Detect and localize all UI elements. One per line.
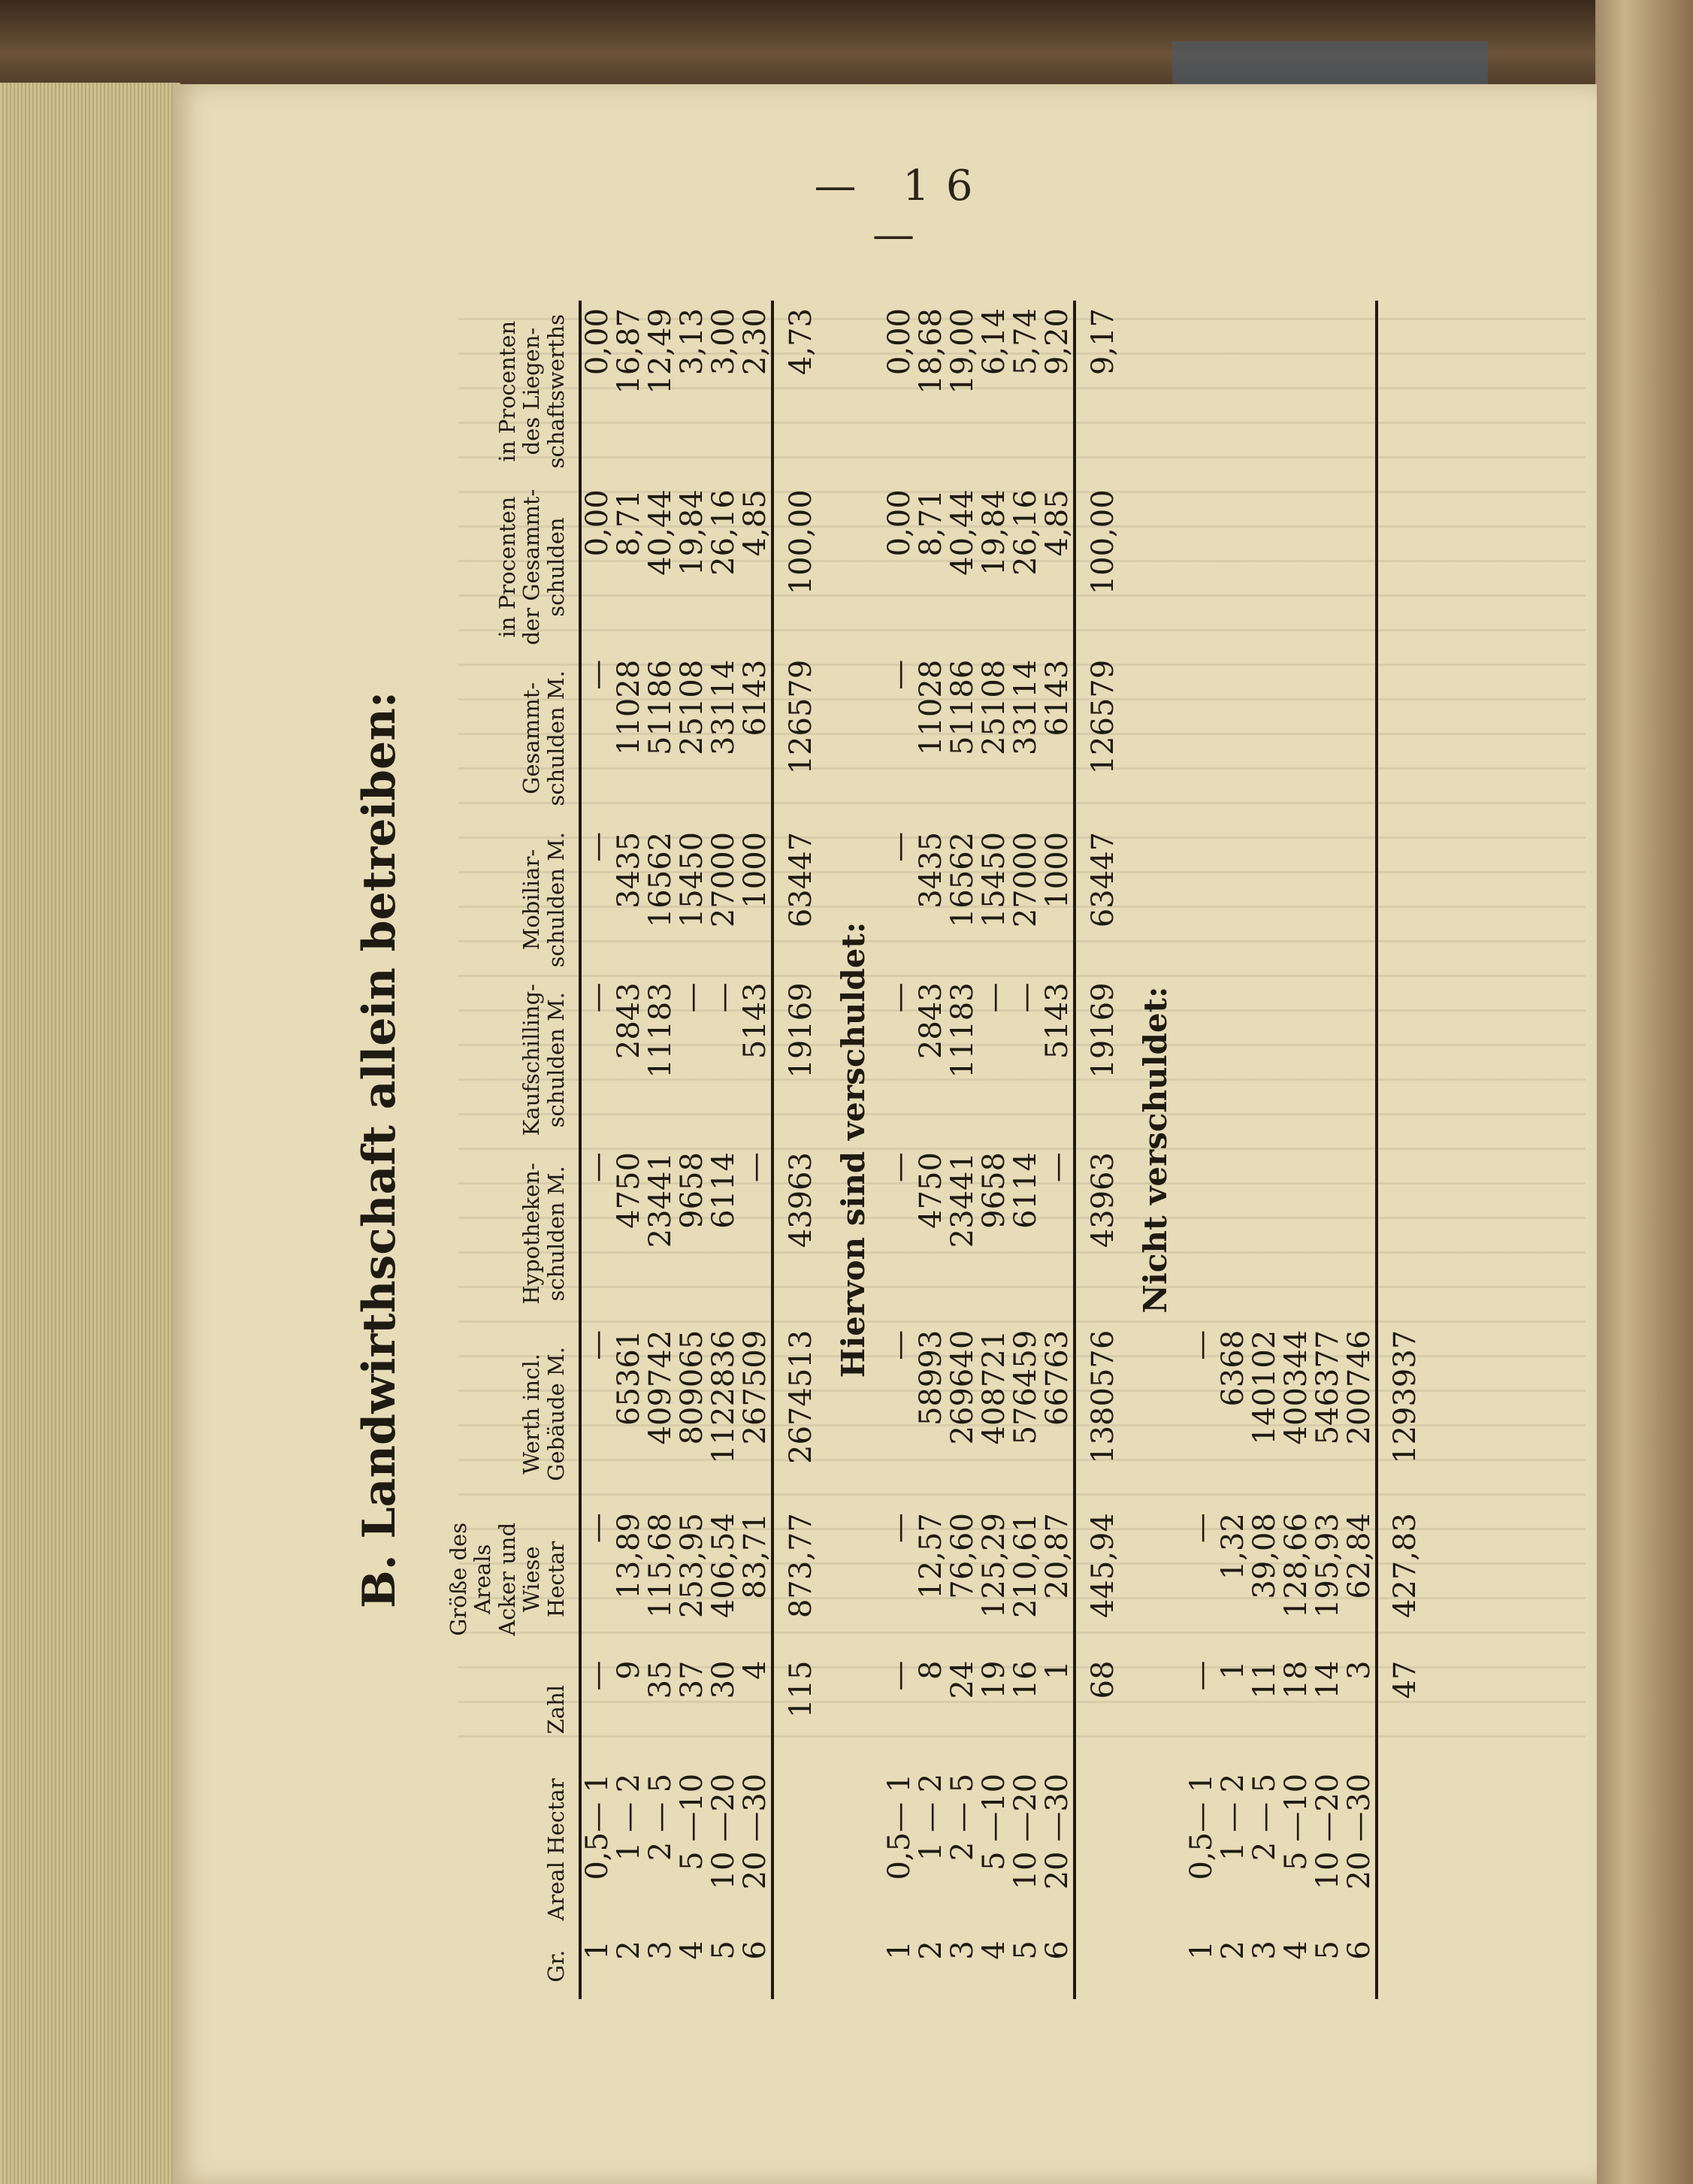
- cell: 4: [977, 1940, 1012, 1960]
- table-row: [884, 301, 915, 1999]
- cell: 427,83: [1388, 1513, 1423, 1619]
- total-row: [1378, 301, 1428, 1999]
- cell: 16562: [945, 831, 981, 928]
- column-header: Mobiliar-schulden M.: [518, 831, 569, 968]
- column-header: Hypotheken-schulden M.: [518, 1163, 569, 1305]
- cell: 13,89: [612, 1513, 647, 1599]
- cell: [1217, 301, 1249, 482]
- cell: 1: [1216, 1660, 1251, 1680]
- cell: 1 — 2: [914, 1773, 949, 1862]
- cell: 6368: [1216, 1329, 1251, 1407]
- cell: [774, 1933, 824, 1999]
- table-row: [1041, 301, 1075, 1999]
- cell: 4750: [914, 1152, 949, 1229]
- cell: 25108: [977, 659, 1012, 755]
- cell: [1378, 824, 1428, 975]
- cell: 51186: [643, 659, 679, 755]
- cell: 37: [675, 1660, 710, 1699]
- cell: [1280, 301, 1312, 482]
- cell: 19,84: [675, 489, 710, 576]
- cell: [1249, 652, 1280, 824]
- cell: [1378, 301, 1428, 482]
- cell: 1000: [1040, 831, 1075, 909]
- cell: 9658: [977, 1152, 1012, 1229]
- cell: 269640: [945, 1329, 981, 1445]
- cell: 9: [612, 1660, 647, 1680]
- cell: 140102: [1247, 1329, 1283, 1445]
- cell: —: [580, 659, 615, 690]
- cell: 4,85: [1040, 489, 1075, 557]
- cell: 6,14: [977, 308, 1012, 376]
- table-row: [676, 301, 708, 1999]
- cell: —: [1184, 1660, 1220, 1691]
- cell: [1378, 975, 1428, 1145]
- cell: 62,84: [1342, 1513, 1377, 1599]
- cover-band: [1172, 41, 1488, 86]
- cell: —: [580, 1152, 615, 1183]
- cell: 4: [675, 1940, 710, 1960]
- cell: 3435: [914, 831, 949, 909]
- cell: 0,5— 1: [580, 1773, 615, 1880]
- table-row: [1249, 301, 1280, 1999]
- cell: —: [977, 982, 1012, 1013]
- cell: 4: [1279, 1940, 1314, 1960]
- table-row: [915, 301, 947, 1999]
- column-header: Kaufschilling-schulden M.: [518, 984, 569, 1136]
- table-row: [613, 301, 645, 1999]
- cell: —: [580, 831, 615, 862]
- cell: [1217, 1145, 1249, 1323]
- cell: 24: [945, 1660, 981, 1699]
- cell: [1186, 652, 1217, 824]
- cell: [1312, 824, 1344, 975]
- cell: 0,00: [580, 308, 615, 376]
- column-header: in Procenten der Gesammt-schulden: [494, 489, 569, 646]
- column-header: Gr.: [543, 1950, 569, 1983]
- cell: —: [882, 1329, 918, 1360]
- cell: 5 —10: [977, 1773, 1012, 1871]
- cell: [1312, 1145, 1344, 1323]
- cell: [1344, 301, 1377, 482]
- cell: —: [580, 1513, 615, 1544]
- cell: —: [1184, 1329, 1220, 1360]
- table-row: [978, 301, 1010, 1999]
- column-header: Areal Hectar: [543, 1778, 569, 1921]
- cell: 3,13: [675, 308, 710, 376]
- cell: 3: [945, 1940, 981, 1960]
- cell: 267509: [738, 1329, 773, 1445]
- cell: 58993: [914, 1329, 949, 1426]
- cell: 15450: [977, 831, 1012, 928]
- cell: 20 —30: [738, 1773, 773, 1890]
- page-number: — 16 —: [814, 162, 990, 259]
- cell: 4: [738, 1660, 773, 1680]
- cell: 33114: [706, 659, 742, 755]
- cell: 200746: [1342, 1329, 1377, 1445]
- cell: 195,93: [1311, 1513, 1346, 1619]
- cell: 1: [1184, 1940, 1220, 1960]
- cell: —: [580, 1660, 615, 1691]
- cell: 3: [1247, 1940, 1283, 1960]
- cell: 100,00: [784, 489, 819, 595]
- cell: 9658: [675, 1152, 710, 1229]
- table-row: [739, 301, 772, 1999]
- cell: 6143: [738, 659, 773, 737]
- cell: —: [706, 982, 742, 1013]
- table-row: [1186, 301, 1217, 1999]
- cell: 2674513: [784, 1329, 819, 1464]
- cell: 15450: [675, 831, 710, 928]
- cell: —: [1040, 1152, 1075, 1183]
- cell: 409742: [643, 1329, 679, 1445]
- cell: 1293937: [1388, 1329, 1423, 1464]
- cell: 128,66: [1279, 1513, 1314, 1619]
- cell: [1378, 1766, 1428, 1933]
- cell: 0,5— 1: [882, 1773, 918, 1880]
- cell: [1249, 1145, 1280, 1323]
- cell: 16: [1008, 1660, 1044, 1699]
- cell: 5143: [1040, 982, 1075, 1060]
- cell: —: [882, 982, 918, 1013]
- cell: 5: [1008, 1940, 1044, 1960]
- cell: 445,94: [1086, 1513, 1121, 1619]
- cell: 1122836: [706, 1329, 742, 1464]
- table-body: [580, 301, 1428, 1999]
- cell: [1280, 824, 1312, 975]
- cell: 11: [1247, 1660, 1283, 1699]
- cell: 2: [612, 1940, 647, 1960]
- cell: 19,00: [945, 308, 981, 395]
- cell: 26,16: [1008, 489, 1044, 576]
- cell: 0,00: [882, 308, 918, 376]
- cell: [1280, 482, 1312, 652]
- cell: 1: [882, 1940, 918, 1960]
- cell: 19,84: [977, 489, 1012, 576]
- cell: 408721: [977, 1329, 1012, 1445]
- cell: [1378, 652, 1428, 824]
- cell: 5: [706, 1940, 742, 1960]
- cell: [1186, 301, 1217, 482]
- cell: 39,08: [1247, 1513, 1283, 1599]
- cell: 19: [977, 1660, 1012, 1699]
- cell: 2843: [914, 982, 949, 1060]
- cell: [1076, 1766, 1126, 1933]
- cell: [1217, 482, 1249, 652]
- cell: 11028: [612, 659, 647, 755]
- cell: 9,17: [1086, 308, 1121, 376]
- cell: 11183: [945, 982, 981, 1078]
- cell: 12,49: [643, 308, 679, 395]
- cell: 5 —10: [1279, 1773, 1314, 1871]
- cell: 16,87: [612, 308, 647, 395]
- cell: 2,30: [738, 308, 773, 376]
- cell: 3: [643, 1940, 679, 1960]
- cell: [1344, 824, 1377, 975]
- cell: 30: [706, 1660, 742, 1699]
- cell: 8,71: [612, 489, 647, 557]
- cell: —: [1184, 1513, 1220, 1544]
- cell: 23441: [643, 1152, 679, 1248]
- cell: 18: [1279, 1660, 1314, 1699]
- cell: 47: [1388, 1660, 1423, 1699]
- cell: 253,95: [675, 1513, 710, 1619]
- section-title: B. Landwirthschaft allein betreiben:: [353, 691, 406, 1609]
- cell: 5,74: [1008, 308, 1044, 376]
- total-row: [1076, 301, 1126, 1999]
- cell: 33114: [1008, 659, 1044, 755]
- cell: —: [882, 1660, 918, 1691]
- cell: 6143: [1040, 659, 1075, 737]
- cell: [1280, 652, 1312, 824]
- cell: —: [738, 1152, 773, 1183]
- cell: [1280, 975, 1312, 1145]
- cell: 1000: [738, 831, 773, 909]
- cell: 25108: [675, 659, 710, 755]
- book-cover-top: [0, 0, 1693, 90]
- cell: 546377: [1311, 1329, 1346, 1445]
- cell: [1312, 482, 1344, 652]
- column-header: Gesammt-schulden M.: [518, 670, 569, 806]
- cell: [1217, 652, 1249, 824]
- table-row: [1280, 301, 1312, 1999]
- cell: [1378, 1145, 1428, 1323]
- cell: 14: [1311, 1660, 1346, 1699]
- cell: 35: [643, 1660, 679, 1699]
- cell: [1378, 1933, 1428, 1999]
- cell: 65361: [612, 1329, 647, 1426]
- cell: 2843: [612, 982, 647, 1060]
- cell: 1 — 2: [1216, 1773, 1251, 1862]
- cell: —: [882, 659, 918, 690]
- page-edges: [0, 83, 180, 2184]
- cell: [1217, 824, 1249, 975]
- cell: 125,29: [977, 1513, 1012, 1619]
- cell: 126579: [784, 659, 819, 775]
- cell: 12,57: [914, 1513, 949, 1599]
- cell: 2 — 5: [643, 1773, 679, 1862]
- cell: 11028: [914, 659, 949, 755]
- cell: 63447: [1086, 831, 1121, 928]
- cell: 8: [914, 1660, 949, 1680]
- total-row: [774, 301, 824, 1999]
- cell: 5: [1311, 1940, 1346, 1960]
- cell: 1,32: [1216, 1513, 1251, 1581]
- cell: 9,20: [1040, 308, 1075, 376]
- cell: 68: [1086, 1660, 1121, 1699]
- cell: 10 —20: [1311, 1773, 1346, 1890]
- cell: —: [675, 982, 710, 1013]
- cell: [1186, 482, 1217, 652]
- table-row: [947, 301, 978, 1999]
- cell: 16562: [643, 831, 679, 928]
- cell: —: [1008, 982, 1044, 1013]
- table-row: [1344, 301, 1377, 1999]
- data-table: [443, 301, 1428, 1999]
- cell: 2: [914, 1940, 949, 1960]
- cell: [774, 1766, 824, 1933]
- cell: 400344: [1279, 1329, 1314, 1445]
- cell: 0,00: [882, 489, 918, 557]
- table-row: [1217, 301, 1249, 1999]
- cell: 19169: [1086, 982, 1121, 1078]
- cell: 19169: [784, 982, 819, 1078]
- cell: 51186: [945, 659, 981, 755]
- cell: 6: [738, 1940, 773, 1960]
- cell: [1312, 975, 1344, 1145]
- cell: 23441: [945, 1152, 981, 1248]
- cell: [1186, 824, 1217, 975]
- cell: 6: [1342, 1940, 1377, 1960]
- cell: [1344, 975, 1377, 1145]
- cell: 1: [1040, 1660, 1075, 1680]
- cell: 27000: [1008, 831, 1044, 928]
- cell: 1: [580, 1940, 615, 1960]
- cell: —: [882, 1513, 918, 1544]
- column-header: Zahl: [543, 1684, 569, 1735]
- group-title: Nicht verschuldet:: [1137, 986, 1175, 1314]
- cell: 20 —30: [1342, 1773, 1377, 1890]
- group-title: Hiervon sind verschuldet:: [835, 921, 872, 1378]
- cell: 43963: [1086, 1152, 1121, 1248]
- cell: 2 — 5: [945, 1773, 981, 1862]
- cell: 115,68: [643, 1513, 679, 1619]
- cell: 6114: [706, 1152, 742, 1229]
- cell: 40,44: [643, 489, 679, 576]
- cell: 1380576: [1086, 1329, 1121, 1464]
- table-row: [1312, 301, 1344, 1999]
- cell: [1249, 301, 1280, 482]
- rotated-table-block: [353, 271, 1423, 2029]
- cell: [1217, 975, 1249, 1145]
- cell: 873,77: [784, 1513, 819, 1619]
- cell: 4750: [612, 1152, 647, 1229]
- cell: 210,61: [1008, 1513, 1044, 1619]
- cell: 3: [1342, 1660, 1377, 1680]
- cell: —: [580, 982, 615, 1013]
- cell: 5 —10: [675, 1773, 710, 1871]
- cell: 0,5— 1: [1184, 1773, 1220, 1880]
- cell: 8,71: [914, 489, 949, 557]
- cell: 406,54: [706, 1513, 742, 1619]
- cell: [1344, 482, 1377, 652]
- cell: [1344, 652, 1377, 824]
- cell: 1 — 2: [612, 1773, 647, 1862]
- cell: 4,85: [738, 489, 773, 557]
- header-row: [443, 301, 580, 1999]
- cell: 43963: [784, 1152, 819, 1248]
- cell: [1249, 824, 1280, 975]
- cell: 76,60: [945, 1513, 981, 1599]
- cell: 3,00: [706, 308, 742, 376]
- cell: 576459: [1008, 1329, 1044, 1445]
- cell: 3435: [612, 831, 647, 909]
- cell: 2 — 5: [1247, 1773, 1283, 1862]
- cell: 6: [1040, 1940, 1075, 1960]
- cell: 126579: [1086, 659, 1121, 775]
- table-row: [645, 301, 676, 1999]
- cell: [1249, 482, 1280, 652]
- table-row: [708, 301, 739, 1999]
- column-header: Werth incl. Gebäude M.: [518, 1347, 569, 1481]
- cell: 2: [1216, 1940, 1251, 1960]
- cell: 20,87: [1040, 1513, 1075, 1599]
- cell: [1186, 975, 1217, 1145]
- cell: 40,44: [945, 489, 981, 576]
- cell: 18,68: [914, 308, 949, 395]
- cell: [1186, 1145, 1217, 1323]
- cell: [1344, 1145, 1377, 1323]
- cell: 5143: [738, 982, 773, 1060]
- cell: [1280, 1145, 1312, 1323]
- table-row: [1010, 301, 1041, 1999]
- cell: [1312, 301, 1344, 482]
- cell: 27000: [706, 831, 742, 928]
- cell: 26,16: [706, 489, 742, 576]
- cell: 100,00: [1086, 489, 1121, 595]
- cell: [1249, 975, 1280, 1145]
- cell: 20 —30: [1040, 1773, 1075, 1890]
- cell: [1312, 652, 1344, 824]
- table-row: [582, 301, 613, 1999]
- cell: 11183: [643, 982, 679, 1078]
- cell: 63447: [784, 831, 819, 928]
- cell: [1076, 1933, 1126, 1999]
- cell: [1378, 482, 1428, 652]
- cell: —: [882, 831, 918, 862]
- column-header: in Procenten des Liegen-schaftswerths: [494, 313, 569, 469]
- cell: 809065: [675, 1329, 710, 1445]
- cell: 10 —20: [706, 1773, 742, 1890]
- cell: 83,71: [738, 1513, 773, 1599]
- cell: 6114: [1008, 1152, 1044, 1229]
- cell: 10 —20: [1008, 1773, 1044, 1890]
- column-header: Größe des Areals Acker und Wiese Hectar: [446, 1522, 569, 1636]
- cell: 66763: [1040, 1329, 1075, 1426]
- facing-page-edge: [1595, 0, 1693, 2184]
- cell: 4,73: [784, 308, 819, 376]
- cell: —: [882, 1152, 918, 1183]
- cell: —: [580, 1329, 615, 1360]
- cell: 115: [784, 1660, 819, 1718]
- cell: 0,00: [580, 489, 615, 557]
